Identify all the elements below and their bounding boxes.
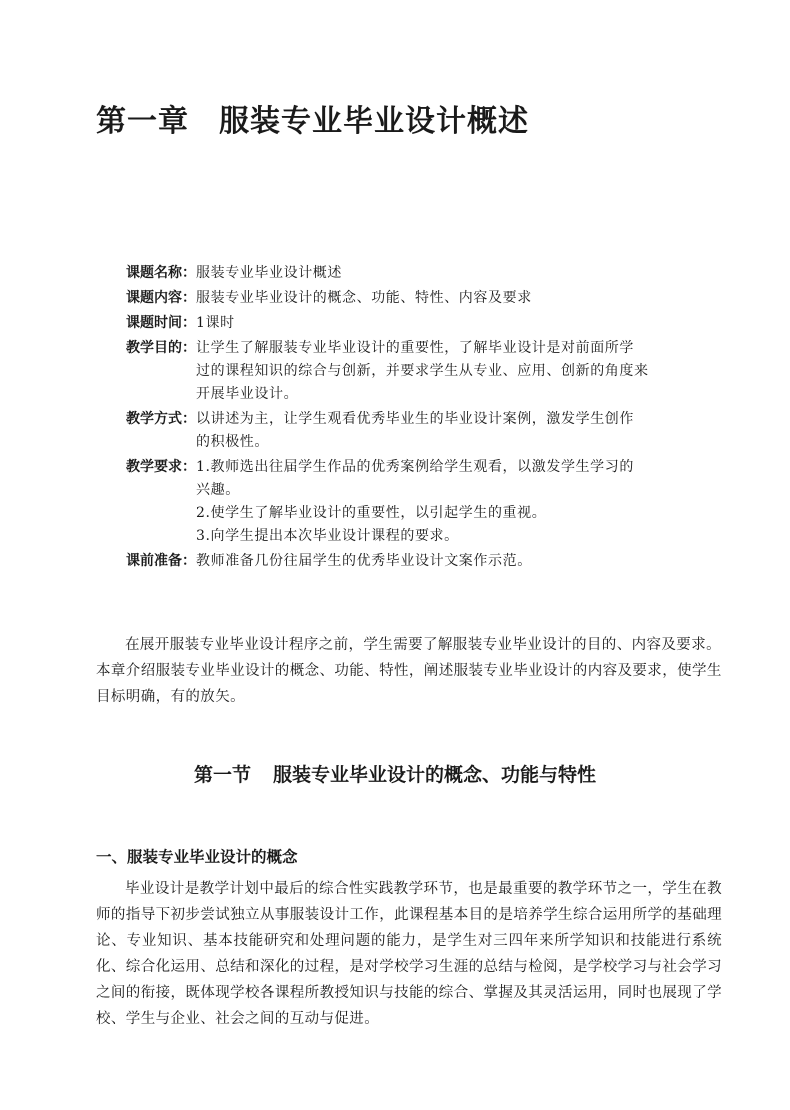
course-info-row (126, 456, 706, 548)
course-info-row (126, 337, 706, 406)
course-info-line: 服装专业毕业设计概述 (196, 265, 342, 281)
course-info-label: 课题名称： (126, 265, 196, 281)
course-info-value (196, 337, 706, 406)
section-number: 第一节 (193, 764, 251, 786)
course-info-label: 课题内容： (126, 290, 196, 306)
subsection-title: 一、服装专业毕业设计的概念 (96, 848, 298, 866)
course-info-row (126, 287, 706, 310)
section-name: 服装专业毕业设计的概念、功能与特性 (273, 764, 597, 786)
course-info-line: 1课时 (196, 315, 235, 331)
course-info-row (126, 262, 706, 285)
course-info-line: 3.向学生提出本次毕业设计课程的要求。 (196, 528, 459, 544)
course-info-line: 以讲述为主，让学生观看优秀毕业生的毕业设计案例，激发学生创作 (196, 411, 634, 427)
course-info-label: 教学方式： (126, 411, 196, 427)
course-info-line: 过的课程知识的综合与创新，并要求学生从专业、应用、创新的角度来 (196, 363, 649, 379)
course-info-value (196, 456, 706, 548)
section-title (0, 760, 790, 787)
course-info-line: 兴趣。 (196, 482, 240, 498)
course-info-line: 1.教师选出往届学生作品的优秀案例给学生观看，以激发学生学习的 (196, 459, 634, 475)
course-info-line: 的积极性。 (196, 434, 269, 450)
course-info-row (126, 408, 706, 454)
course-info-line: 教师准备几份往届学生的优秀毕业设计文案作示范。 (196, 553, 532, 569)
chapter-intro-paragraph: 在展开服装专业毕业设计程序之前，学生需要了解服装专业毕业设计的目的、内容及要求。本章介绍服装专业毕业设计的概念、功能、特性，阐述服装专业毕业设计的内容及要求，使学生目标明确，有的放矢。 (96, 637, 722, 705)
course-info-label: 课题时间： (126, 315, 196, 331)
course-info-row (126, 550, 706, 573)
course-info-label: 教学要求： (126, 459, 196, 475)
course-info-line: 让学生了解服装专业毕业设计的重要性，了解毕业设计是对前面所学 (196, 340, 634, 356)
body-paragraph: 毕业设计是教学计划中最后的综合性实践教学环节，也是最重要的教学环节之一，学生在教师的指导下初步尝试独立从事服装设计工作，此课程基本目的是培养学生综合运用所学的基础理论、专业知识、基本技能研究和处理问题的能力，是学生对三四年来所学知识和技能进行系统化、综合化运用、总结和深化的过程，是对学校学习生涯的总结与检阅，是学校学习与社会学习之间的衔接，既体现学校各课程所教授知识与技能的综合、掌握及其灵活运用，同时也展现了学校、学生与企业、社会之间的互动与促进。 (96, 881, 722, 1027)
course-info-row (126, 312, 706, 335)
course-info-value (196, 550, 706, 573)
course-info-value (196, 312, 706, 335)
course-info-label: 课前准备： (126, 553, 196, 569)
course-info-value (196, 287, 706, 310)
course-info-value (196, 408, 706, 454)
course-info-line: 2.使学生了解毕业设计的重要性，以引起学生的重视。 (196, 505, 547, 521)
course-info-value (196, 262, 706, 285)
course-info-label: 教学目的： (126, 340, 196, 356)
chapter-number: 第一章 (96, 104, 189, 139)
course-info-block (126, 262, 706, 575)
course-info-line: 开展毕业设计。 (196, 386, 299, 402)
course-info-line: 服装专业毕业设计的概念、功能、特性、内容及要求 (196, 290, 532, 306)
chapter-name: 服装专业毕业设计概述 (219, 104, 529, 139)
chapter-title (96, 96, 529, 140)
